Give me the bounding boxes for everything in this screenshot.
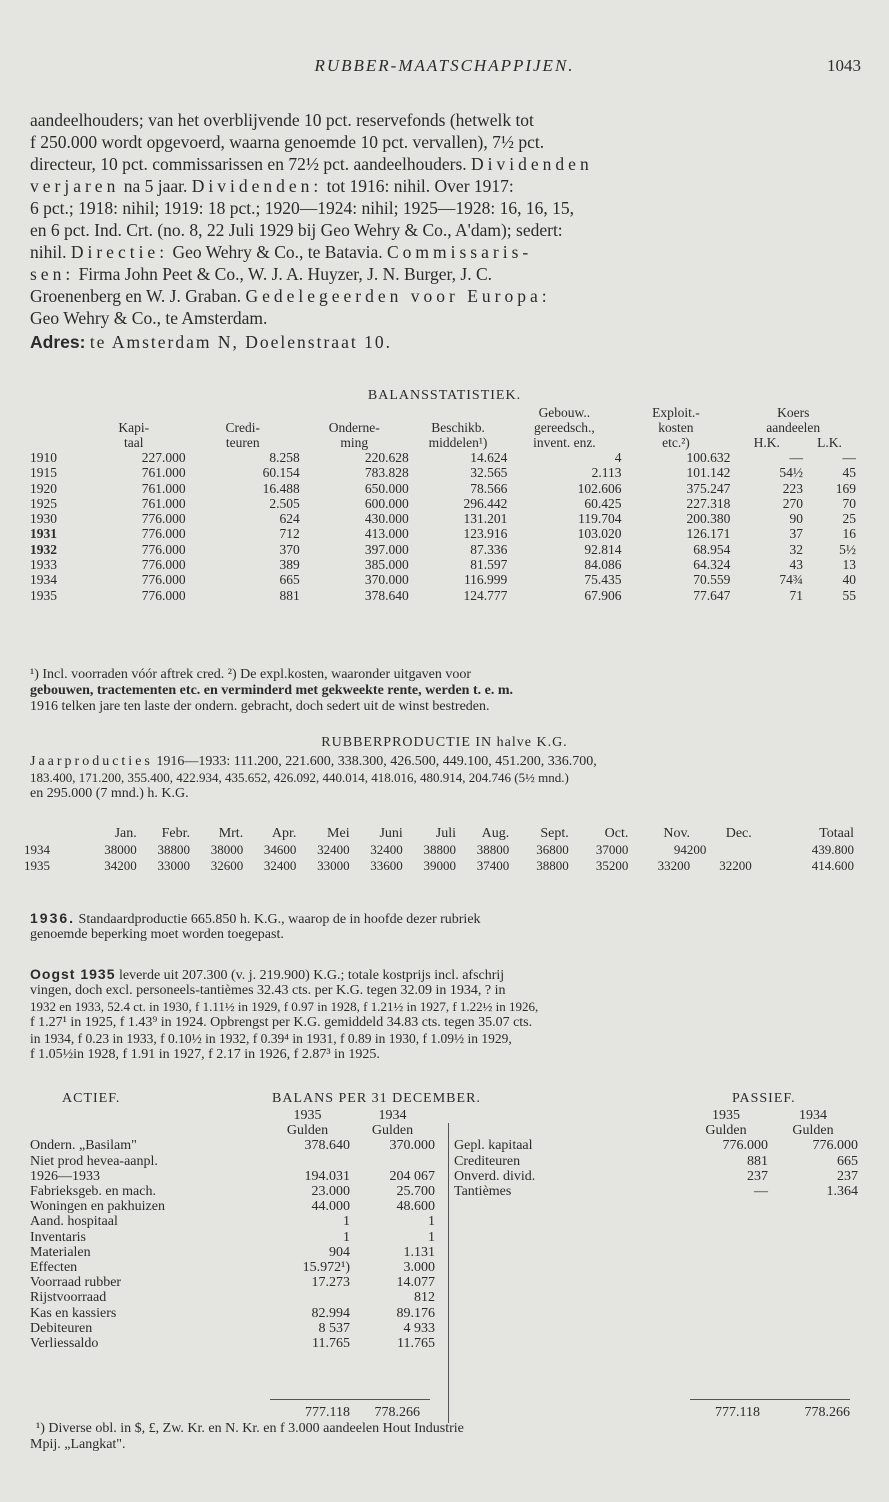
balans-footnote: Mpij. „Langkat".: [30, 1437, 126, 1452]
passiva-table: [454, 1108, 858, 1199]
value-cell: 34200: [104, 858, 137, 873]
value-1934: 370.000: [389, 1138, 435, 1154]
value-cell: 94200: [673, 842, 707, 857]
value-cell: 600.000: [364, 495, 409, 511]
productie-title: RUBBERPRODUCTIE IN halve K.G.: [321, 735, 568, 750]
month-header: Nov.: [663, 826, 691, 841]
value-cell: 71: [789, 587, 804, 603]
value-1935: 23.000: [311, 1184, 350, 1200]
unit-header: Gulden: [371, 1123, 414, 1139]
value-cell: 430.000: [364, 511, 409, 527]
value-1934: 14.077: [396, 1275, 435, 1291]
total-activa-1935: 777.118: [305, 1405, 350, 1420]
value-1935: 11.765: [312, 1336, 350, 1352]
value-1934: 1: [428, 1229, 435, 1245]
value-cell: 200.380: [686, 511, 731, 527]
year-header: 1934: [799, 1108, 827, 1123]
productie-line: Jaarproducties 1916—1933: 111.200, 221.600, 338.300, 426.500, 449.100, 451.200, 336.700,: [30, 754, 597, 769]
sum-rule: [690, 1399, 850, 1400]
account-label: Voorraad rubber: [30, 1275, 122, 1291]
total-passiva-1935: 777.118: [715, 1405, 760, 1420]
table-row: [30, 1184, 435, 1199]
table-row: [30, 572, 856, 587]
table-row: [30, 1154, 435, 1169]
month-header: Mrt.: [218, 826, 244, 841]
table-row: [30, 1245, 435, 1260]
value-cell: 227.000: [141, 450, 186, 465]
running-title: RUBBER-MAATSCHAPPIJEN.: [314, 56, 575, 75]
text-line: Geo Wehry & Co., te Amsterdam.: [30, 308, 268, 328]
year-cell: 1935: [24, 858, 50, 873]
value-cell: 223: [782, 480, 804, 496]
month-header: Aug.: [481, 826, 510, 841]
col-header: Gebouw..: [538, 405, 591, 420]
year-header: 1934: [378, 1108, 407, 1123]
text-line: 6 pct.; 1918: nihil; 1919: 18 pct.; 1920—1924: nihil; 1925—1928: 16, 16, 15,: [30, 198, 574, 218]
value-cell: 32200: [719, 858, 752, 873]
value-1934: 237: [837, 1168, 858, 1184]
value-cell: 783.828: [364, 465, 409, 481]
account-label: Crediteuren: [454, 1153, 521, 1169]
value-cell: 2.505: [269, 495, 300, 511]
value-cell: 33000: [157, 858, 190, 873]
value-cell: 2.113: [591, 465, 622, 481]
value-cell: 397.000: [364, 541, 409, 557]
value-cell: 75.435: [584, 572, 622, 588]
value-cell: 270: [782, 495, 804, 511]
month-header: Juli: [435, 826, 456, 841]
total-activa-1934: 778.266: [374, 1405, 420, 1420]
balans-title: BALANS PER 31 DECEMBER.: [272, 1091, 481, 1106]
table-row: [30, 1169, 435, 1184]
table-row: [30, 1321, 435, 1336]
table-row: [30, 1290, 435, 1305]
account-label: Debiteuren: [30, 1320, 93, 1336]
value-cell: 13: [842, 557, 856, 573]
account-label: Aand. hospitaal: [30, 1214, 118, 1230]
standaard-line: genoemde beperking moet worden toegepast.: [30, 927, 284, 942]
col-header: gereedsch.,: [534, 420, 595, 435]
value-cell: 370: [279, 541, 300, 557]
value-cell: 40: [842, 572, 856, 588]
value-1934: 89.176: [396, 1305, 435, 1321]
value-1935: 237: [747, 1168, 768, 1184]
value-cell: 90: [789, 511, 804, 527]
table-row: [30, 1336, 435, 1351]
footnote: gebouwen, tractementen etc. en verminderd met gekweekte rente, werden t. e. m.: [30, 683, 513, 698]
value-cell: 389: [279, 557, 300, 573]
value-cell: 78.566: [470, 480, 508, 496]
value-cell: 375.247: [686, 480, 731, 496]
value-1935: 194.031: [304, 1168, 350, 1184]
table-row: [30, 1138, 435, 1153]
col-header: invent. enz.: [533, 435, 596, 450]
col-header: kosten: [658, 420, 694, 435]
value-cell: 32400: [263, 858, 297, 873]
value-cell: 227.318: [686, 495, 731, 511]
account-label: Onverd. divid.: [454, 1168, 536, 1184]
value-1934: 25.700: [396, 1184, 435, 1200]
page-header: [0, 56, 889, 82]
col-header: H.K.: [753, 435, 780, 450]
value-cell: 70.559: [693, 572, 731, 588]
table-row: [24, 842, 854, 858]
month-header: Sept.: [540, 826, 569, 841]
value-cell: 33600: [370, 858, 403, 873]
table-row: [30, 1275, 435, 1290]
table-row: [30, 496, 856, 511]
value-cell: 776.000: [141, 572, 186, 588]
value-cell: 38800: [423, 842, 456, 857]
value-cell: 378.640: [364, 587, 409, 603]
year-cell: 1933: [30, 557, 57, 573]
oogst-line: 1932 en 1933, 52.4 ct. in 1930, f 1.11½ in 1929, f 0.97 in 1928, f 1.21½ in 1927, f 1.22½ in 1926,: [30, 999, 539, 1014]
value-cell: 131.201: [463, 511, 508, 527]
value-1935: —: [754, 1184, 768, 1200]
value-cell: 370.000: [364, 572, 409, 588]
year-cell: 1910: [30, 450, 57, 465]
value-cell: 101.142: [686, 465, 731, 481]
account-label: Rijstvoorraad: [30, 1290, 107, 1306]
text-line: verjaren na 5 jaar. Dividenden: tot 1916: nihil. Over 1917:: [30, 176, 514, 196]
table-row: [30, 1199, 435, 1214]
value-cell: 87.336: [470, 541, 508, 557]
value-cell: 60.425: [584, 495, 622, 511]
value-cell: 37000: [595, 842, 629, 857]
col-header: Onderne-: [328, 420, 380, 435]
value-cell: 38000: [210, 842, 244, 857]
value-cell: 123.916: [463, 526, 508, 542]
total-cell: 414.600: [811, 858, 854, 873]
value-1934: 4 933: [403, 1320, 435, 1336]
page-number: 1043: [827, 56, 861, 75]
account-label: 1926—1933: [30, 1168, 100, 1184]
account-label: Tantièmes: [454, 1184, 512, 1200]
total-cell: 439.800: [811, 842, 854, 857]
value-1935: [265, 1290, 350, 1305]
text-line: nihil. Directie: Geo Wehry & Co., te Batavia. Commissaris-: [30, 242, 533, 262]
value-1934: 204 067: [389, 1168, 435, 1184]
col-header: taal: [124, 435, 144, 450]
value-cell: 776.000: [141, 511, 186, 527]
balans-footnote: ¹) Diverse obl. in $, £, Zw. Kr. en N. Kr. en f 3.000 aandeelen Hout Industrie: [36, 1421, 464, 1436]
col-header: Kapi-: [118, 420, 150, 435]
year-header: 1935: [712, 1108, 740, 1123]
year-cell: 1930: [30, 511, 57, 527]
value-cell: 32: [789, 541, 804, 557]
oogst-line: Oogst 1935 leverde uit 207.300 (v. j. 219.900) K.G.; totale kostprijs incl. afschrij: [30, 966, 505, 983]
value-1935: 82.994: [311, 1305, 350, 1321]
value-cell: 64.324: [693, 557, 731, 573]
text-line: en 6 pct. Ind. Crt. (no. 8, 22 Juli 1929 bij Geo Wehry & Co., A'dam); sedert:: [30, 220, 563, 240]
passief-heading: PASSIEF.: [732, 1091, 796, 1106]
value-cell: —: [789, 450, 804, 465]
value-cell: 5½: [839, 541, 856, 557]
value-cell: 33200: [657, 858, 691, 873]
value-1934: 1: [428, 1214, 435, 1230]
table-row: [30, 511, 856, 526]
account-label: Verliessaldo: [30, 1336, 99, 1352]
value-cell: 296.442: [463, 495, 508, 511]
value-cell: 55: [842, 587, 856, 603]
col-header: L.K.: [817, 435, 842, 450]
value-cell: 776.000: [141, 587, 186, 603]
value-1935: 378.640: [304, 1138, 350, 1154]
value-cell: 32400: [317, 842, 350, 857]
value-1934: 812: [414, 1290, 435, 1306]
month-header: Mei: [327, 826, 350, 841]
account-label: Fabrieksgeb. en mach.: [30, 1184, 156, 1200]
balansstatistiek-title: BALANSSTATISTIEK.: [367, 388, 522, 403]
value-cell: 776.000: [141, 541, 186, 557]
table-row: [454, 1154, 858, 1169]
actief-heading: ACTIEF.: [62, 1091, 121, 1106]
value-cell: 881: [279, 587, 300, 603]
value-cell: 37: [789, 526, 804, 542]
value-1935: 17.273: [311, 1275, 350, 1291]
value-cell: 92.814: [584, 541, 622, 557]
value-cell: 74¾: [779, 572, 804, 588]
oogst-line: vingen, doch excl. personeels-tantièmes 32.43 cts. per K.G. tegen 32.09 in 1934, ? in: [30, 983, 506, 998]
value-cell: 32.565: [470, 465, 508, 481]
table-row: [454, 1169, 858, 1184]
value-cell: 84.086: [584, 557, 622, 573]
productie-line: 183.400, 171.200, 355.400, 422.934, 435.652, 426.092, 440.014, 418.016, 480.914, 204.746 (5½ mnd.): [30, 770, 569, 785]
month-header: Juni: [379, 826, 403, 841]
value-1935: 904: [329, 1244, 350, 1260]
monthly-production-table: [24, 826, 854, 874]
value-cell: 37400: [476, 858, 510, 873]
total-passiva-1934: 778.266: [804, 1405, 850, 1420]
table-row: [30, 450, 856, 465]
month-header: Dec.: [725, 826, 752, 841]
column-divider: [448, 1123, 449, 1423]
value-1935: 8 537: [318, 1320, 350, 1336]
value-cell: 103.020: [577, 526, 622, 542]
account-label: Ondern. „Basilam": [30, 1138, 137, 1154]
month-header: Oct.: [604, 826, 629, 841]
productie-line: en 295.000 (7 mnd.) h. K.G.: [30, 786, 189, 801]
standaard-line: 1936. Standaardproductie 665.850 h. K.G., waarop de in hoofde dezer rubriek: [30, 910, 481, 927]
value-cell: 36800: [536, 842, 569, 857]
table-row: [30, 542, 856, 557]
account-label: Gepl. kapitaal: [454, 1138, 533, 1154]
table-row: [24, 858, 854, 874]
value-1934: 665: [837, 1153, 858, 1169]
address-line: Adres: te Amsterdam N, Doelenstraat 10.: [30, 332, 392, 352]
year-cell: 1935: [30, 587, 57, 603]
value-cell: 38800: [157, 842, 190, 857]
year-cell: 1931: [30, 526, 57, 542]
value-cell: 81.597: [470, 557, 508, 573]
value-1935: 44.000: [311, 1199, 350, 1215]
value-cell: 761.000: [141, 465, 186, 481]
value-1935: 1: [343, 1229, 350, 1245]
value-1934: 1.364: [826, 1184, 858, 1200]
value-cell: 35200: [595, 858, 629, 873]
text-line: sen: Firma John Peet & Co., W. J. A. Huyzer, J. N. Burger, J. C.: [30, 264, 492, 284]
month-header: Apr.: [271, 826, 297, 841]
value-cell: 119.704: [578, 511, 622, 527]
oogst-line: f 1.05½in 1928, f 1.91 in 1927, f 2.17 in 1926, f 2.87³ in 1925.: [30, 1047, 380, 1062]
year-cell: 1934: [30, 572, 57, 588]
account-label: Woningen en pakhuizen: [30, 1199, 165, 1215]
table-row: [30, 481, 856, 496]
value-cell: 38000: [104, 842, 137, 857]
col-header: Credi-: [225, 420, 260, 435]
value-1935: 15.972¹): [302, 1260, 350, 1276]
value-cell: 124.777: [463, 587, 508, 603]
account-label: Kas en kassiers: [30, 1305, 117, 1321]
account-label: Inventaris: [30, 1229, 86, 1245]
value-1935: [265, 1154, 350, 1169]
value-1934: 48.600: [396, 1199, 435, 1215]
value-cell: 60.154: [262, 465, 300, 481]
value-cell: 38800: [536, 858, 569, 873]
table-row: [454, 1138, 858, 1153]
value-cell: 54½: [779, 465, 804, 481]
value-cell: 761.000: [141, 495, 186, 511]
col-header: ming: [340, 435, 369, 450]
value-cell: 16.488: [262, 480, 300, 496]
table-row: [30, 1260, 435, 1275]
text-line: f 250.000 wordt opgevoerd, waarna genoemde 10 pct. vervallen), 7½ pct.: [30, 132, 545, 152]
account-label: Effecten: [30, 1260, 78, 1276]
value-cell: 650.000: [364, 480, 409, 496]
value-cell: 16: [842, 526, 856, 542]
table-row: [454, 1184, 858, 1199]
value-1934: 11.765: [397, 1336, 435, 1352]
month-header: Jan.: [114, 826, 137, 841]
value-cell: 665: [279, 572, 300, 588]
month-header: Febr.: [161, 826, 190, 841]
activa-table: [30, 1108, 435, 1351]
account-label: Niet prod hevea-aanpl.: [30, 1153, 158, 1169]
value-cell: 14.624: [470, 450, 508, 465]
value-cell: 4: [614, 450, 622, 465]
value-cell: 100.632: [686, 450, 731, 465]
value-1934: 776.000: [812, 1138, 858, 1154]
footnote: ¹) Incl. voorraden vóór aftrek cred. ²) De expl.kosten, waaronder uitgaven voor: [30, 667, 472, 682]
value-cell: 67.906: [584, 587, 622, 603]
value-cell: 32400: [370, 842, 403, 857]
table-row: [30, 465, 856, 480]
year-cell: 1915: [30, 465, 57, 481]
value-cell: 25: [842, 511, 856, 527]
account-label: Materialen: [30, 1244, 91, 1260]
value-cell: 102.606: [577, 480, 622, 496]
col-header: aandeelen: [766, 420, 821, 435]
text-line: Groenenberg en W. J. Graban. Gedelegeerden voor Europa:: [30, 286, 551, 306]
sum-rule: [270, 1399, 430, 1400]
value-cell: 33000: [317, 858, 350, 873]
col-header: Exploit.-: [652, 405, 700, 420]
value-cell: 116.999: [463, 572, 508, 588]
value-cell: 8.258: [269, 450, 300, 465]
year-cell: 1925: [30, 495, 57, 511]
value-cell: 34600: [263, 842, 297, 857]
oogst-line: f 1.27¹ in 1925, f 1.43⁹ in 1924. Opbrengst per K.G. gemiddeld 34.83 cts. tegen 35.07 cts.: [30, 1015, 533, 1030]
year-cell: 1920: [30, 480, 57, 496]
col-header: Koers: [777, 405, 810, 420]
table-row: [30, 526, 856, 541]
table-row: [30, 557, 856, 572]
value-cell: 126.171: [686, 526, 731, 542]
table-row: [30, 1230, 435, 1245]
balansstatistiek-table: [30, 405, 856, 603]
value-cell: —: [842, 450, 856, 465]
value-1934: [350, 1154, 435, 1169]
value-cell: 77.647: [693, 587, 731, 603]
table-row: [30, 1306, 435, 1321]
value-cell: 32600: [210, 858, 244, 873]
unit-header: Gulden: [705, 1123, 747, 1139]
text-line: aandeelhouders; van het overblijvende 10 pct. reservefonds (hetwelk tot: [30, 110, 534, 130]
value-1935: 1: [343, 1214, 350, 1230]
value-cell: 385.000: [364, 557, 409, 573]
value-cell: 776.000: [141, 557, 186, 573]
value-cell: 39000: [423, 858, 456, 873]
value-1935: 776.000: [722, 1138, 768, 1154]
value-1935: 881: [747, 1153, 768, 1169]
unit-header: Gulden: [792, 1123, 834, 1139]
value-cell: 712: [279, 526, 300, 542]
value-cell: 169: [835, 480, 856, 496]
value-cell: 761.000: [141, 480, 186, 496]
value-cell: 624: [279, 511, 300, 527]
value-cell: 413.000: [364, 526, 409, 542]
text-line: directeur, 10 pct. commissarissen en 72½ pct. aandeelhouders. Dividenden: [30, 154, 593, 174]
value-cell: 776.000: [141, 526, 186, 542]
value-cell: 45: [842, 465, 856, 481]
value-cell: 68.954: [693, 541, 731, 557]
value-cell: 43: [789, 557, 804, 573]
year-header: 1935: [293, 1108, 322, 1123]
oogst-line: in 1934, f 0.23 in 1933, f 0.10½ in 1932, f 0.39⁴ in 1931, f 0.89 in 1930, f 1.09½ in 1929,: [30, 1031, 512, 1046]
year-cell: 1934: [24, 842, 50, 857]
col-header: teuren: [225, 435, 260, 450]
table-row: [30, 1214, 435, 1229]
year-cell: 1932: [30, 541, 57, 557]
unit-header: Gulden: [286, 1123, 329, 1139]
table-row: [30, 588, 856, 603]
col-header: Beschikb.: [431, 420, 485, 435]
value-cell: 220.628: [364, 450, 409, 465]
col-header: middelen¹): [428, 435, 488, 450]
month-header: Totaal: [819, 826, 854, 841]
value-1934: 3.000: [403, 1260, 435, 1276]
value-1934: 1.131: [403, 1244, 435, 1260]
value-cell: 70: [842, 495, 856, 511]
footnote: 1916 telken jare ten laste der ondern. gebracht, doch sedert uit de winst bestreden.: [30, 699, 490, 714]
value-cell: 38800: [476, 842, 510, 857]
col-header: etc.²): [662, 435, 690, 450]
